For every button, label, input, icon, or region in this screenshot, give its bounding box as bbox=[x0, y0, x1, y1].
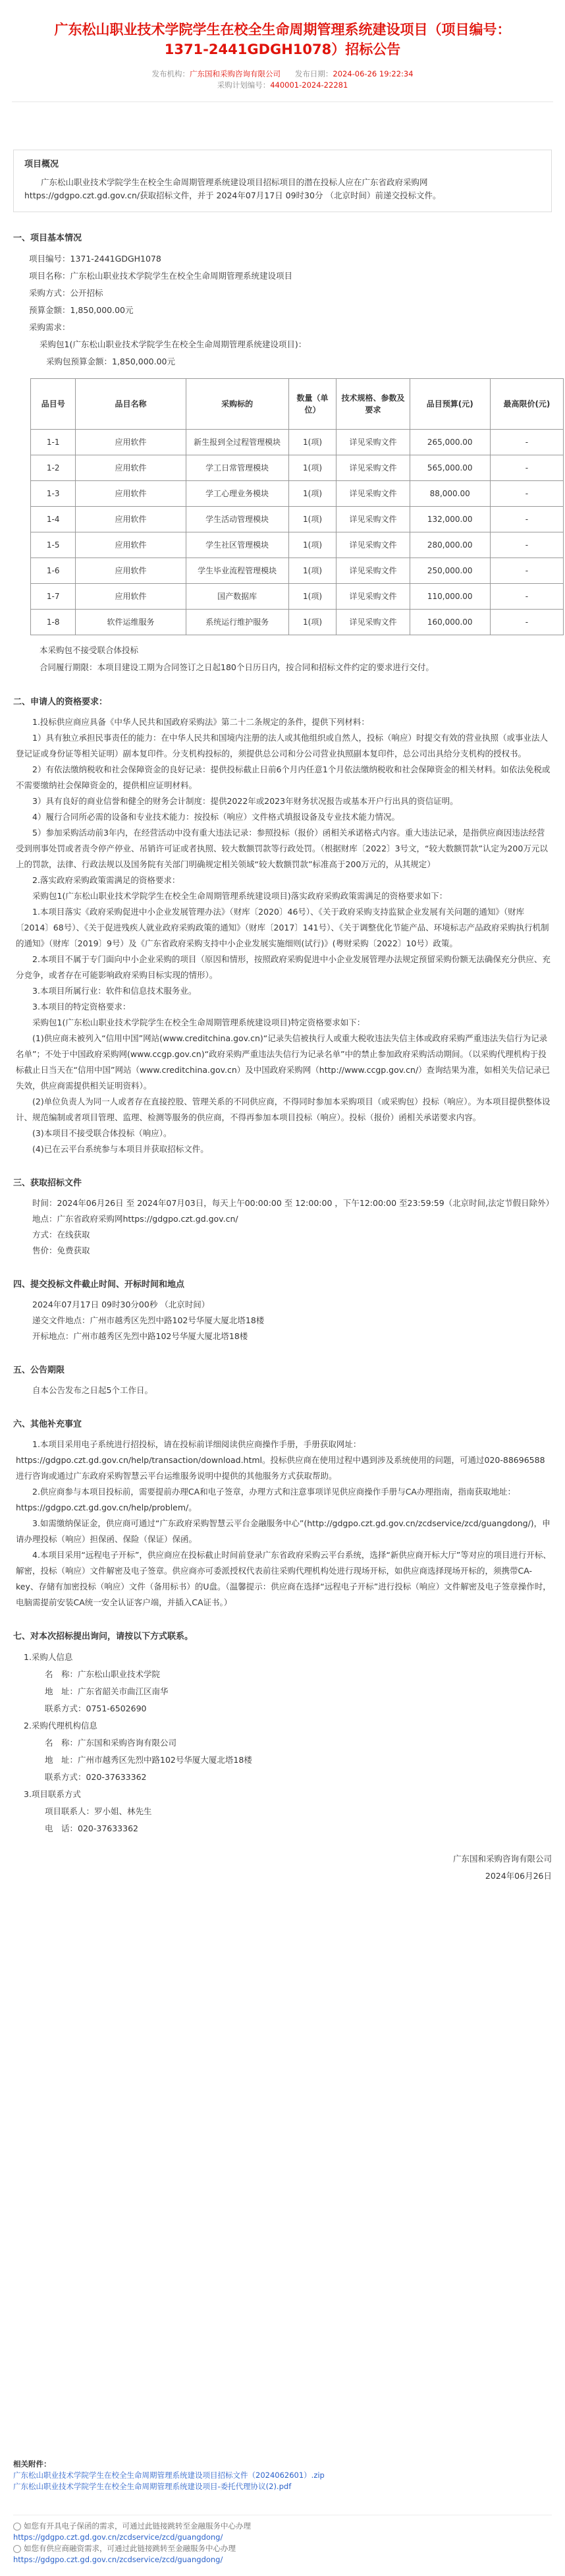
cell-name: 应用软件 bbox=[76, 481, 186, 507]
cell-max: - bbox=[490, 430, 563, 455]
section-heading: 二、申请人的资格要求： bbox=[13, 697, 108, 707]
contact-line: 地 址：广东省韶关市曲江区南华 bbox=[45, 1686, 169, 1696]
cell-no: 1-3 bbox=[31, 481, 76, 507]
contact-line: 联系方式：0751-6502690 bbox=[45, 1703, 147, 1713]
paragraph: 采购包1(广东松山职业技术学院学生在校全生命周期管理系统建设项目)落实政府采购政策需满足的资格要求如下： bbox=[32, 891, 448, 901]
col-header: 品目名称 bbox=[76, 379, 186, 430]
finance-notes bbox=[13, 2515, 552, 2565]
cell-budget: 265,000.00 bbox=[410, 430, 490, 455]
paragraph: 5）参加采购活动前3年内，在经营活动中没有重大违法记录：参照投标（报价）函相关承诺格式内容。重大违法记录，是指供应商因违法经营受到刑事处罚或者责令停产停业、吊销许可证或者执照、较大数额罚款等行政处罚。（根据财库〔2022〕3号文，“较大数额罚款”认定为200万元以上的罚款，法律、行政法规以及国务院有关部门明确规定相关领域“较大数额罚款”标准高于200万元的，从其规定） bbox=[16, 828, 548, 869]
cell-target: 新生报到全过程管理模块 bbox=[186, 430, 288, 455]
divider bbox=[12, 101, 553, 102]
project-summary bbox=[13, 150, 552, 212]
section-contact bbox=[13, 1630, 552, 1837]
summary-heading: 项目概况 bbox=[24, 159, 59, 169]
contact-line: 项目联系人：罗小姐、林先生 bbox=[45, 1806, 152, 1816]
period-body bbox=[13, 1383, 552, 1398]
cell-qty: 1(项) bbox=[288, 584, 336, 610]
date-value: 2024-06-26 19:22:34 bbox=[333, 69, 414, 78]
cell-spec: 详见采购文件 bbox=[336, 610, 410, 635]
cell-qty: 1(项) bbox=[288, 481, 336, 507]
section-basic-info bbox=[13, 232, 552, 676]
paragraph: 方式：在线获取 bbox=[32, 1230, 90, 1240]
cell-name: 软件运维服务 bbox=[76, 610, 186, 635]
table-row bbox=[31, 610, 564, 635]
package-line: 采购包1(广东松山职业技术学院学生在校全生命周期管理系统建设项目)： bbox=[40, 339, 307, 349]
attachments-label: 相关附件： bbox=[13, 2459, 51, 2469]
cell-name: 应用软件 bbox=[76, 584, 186, 610]
info-icon bbox=[13, 2545, 21, 2553]
cell-max: - bbox=[490, 558, 563, 584]
info-line: 采购需求： bbox=[29, 322, 70, 332]
paragraph: 3）具有良好的商业信誉和健全的财务会计制度：提供2022年或2023年财务状况报告或基本开户行出具的资信证明。 bbox=[32, 796, 458, 806]
contact-group-title: 3.项目联系方式 bbox=[24, 1789, 81, 1799]
contact-line: 联系方式：020-37633362 bbox=[45, 1772, 147, 1782]
cell-target: 学生毕业流程管理模块 bbox=[186, 558, 288, 584]
section-heading: 三、获取招标文件 bbox=[13, 1178, 82, 1188]
cell-max: - bbox=[490, 584, 563, 610]
items-table-body bbox=[31, 430, 564, 635]
date-label: 发布日期： bbox=[294, 69, 333, 78]
cell-no: 1-7 bbox=[31, 584, 76, 610]
cell-target: 学工心理业务模块 bbox=[186, 481, 288, 507]
info-line: 采购方式：公开招标 bbox=[29, 288, 103, 298]
contact-line: 名 称：广东国和采购咨询有限公司 bbox=[45, 1738, 177, 1748]
table-row bbox=[31, 584, 564, 610]
cell-max: - bbox=[490, 532, 563, 558]
table-row bbox=[31, 455, 564, 481]
col-header: 技术规格、参数及要求 bbox=[336, 379, 410, 430]
cell-qty: 1(项) bbox=[288, 455, 336, 481]
qualification-body bbox=[13, 714, 552, 1157]
page-title: 广东松山职业技术学院学生在校全生命周期管理系统建设项目（项目编号：1371-2441GDGH1078）招标公告 bbox=[54, 22, 511, 57]
other-body bbox=[13, 1437, 552, 1611]
cell-spec: 详见采购文件 bbox=[336, 455, 410, 481]
section-heading: 一、项目基本情况 bbox=[13, 233, 82, 243]
col-header: 最高限价(元) bbox=[490, 379, 563, 430]
paragraph: 2.落实政府采购政策需满足的资格要求： bbox=[32, 875, 180, 885]
table-row bbox=[31, 481, 564, 507]
paragraph: 采购包1(广东松山职业技术学院学生在校全生命周期管理系统建设项目)特定资格要求如下： bbox=[32, 1017, 365, 1027]
section-get-docs bbox=[13, 1177, 552, 1259]
cell-max: - bbox=[490, 610, 563, 635]
items-table bbox=[30, 378, 564, 635]
finance-link[interactable]: https://gdgpo.czt.gd.gov.cn/zcdservice/zcd/guangdong/ bbox=[13, 2533, 223, 2542]
paragraph: (3)本项目不接受联合体投标（响应）。 bbox=[32, 1128, 172, 1138]
paragraph: 地点：广东省政府采购网https://gdgpo.czt.gd.gov.cn/ bbox=[32, 1214, 238, 1224]
paragraph: 4.本项目采用“远程电子开标”，供应商应在投标截止时间前登录广东省政府采购云平台系统，选择“新供应商开标大厅”等对应的项目进行开标、解密，投标（响应）文件解密及电子签章。供应商亦可委派授权代表前往采购代理机构处进行现场开标，如供应商选择现场开标的，须携带CA-key、存储有加密投标（响应）文件（备用标书）的U盘。（温馨提示：供应商在选择“远程电子开标”进行投标（响应）文件解密及电子签章操作时，电脑需提前安装CA统一安全认证客户端，并插入CA证书。） bbox=[16, 1550, 551, 1607]
col-header: 品目预算(元) bbox=[410, 379, 490, 430]
table-header-row bbox=[31, 379, 564, 430]
contact-line: 名 称：广东松山职业技术学院 bbox=[45, 1669, 161, 1679]
paragraph: 递交文件地点：广州市越秀区先烈中路102号华厦大厦北塔18楼 bbox=[32, 1315, 265, 1325]
section-heading: 四、提交投标文件截止时间、开标时间和地点 bbox=[13, 1280, 185, 1290]
cell-name: 应用软件 bbox=[76, 558, 186, 584]
paragraph: 自本公告发布之日起5个工作日。 bbox=[32, 1385, 153, 1395]
col-header: 品目号 bbox=[31, 379, 76, 430]
section-deadline bbox=[13, 1278, 552, 1344]
cell-budget: 565,000.00 bbox=[410, 455, 490, 481]
table-row bbox=[31, 430, 564, 455]
table-row bbox=[31, 558, 564, 584]
cell-spec: 详见采购文件 bbox=[336, 507, 410, 532]
cell-spec: 详见采购文件 bbox=[336, 430, 410, 455]
cell-spec: 详见采购文件 bbox=[336, 481, 410, 507]
paragraph: 3.本项目所属行业：软件和信息技术服务业。 bbox=[32, 986, 197, 996]
info-line: 预算金额：1,850,000.00元 bbox=[29, 305, 134, 315]
cell-max: - bbox=[490, 507, 563, 532]
section-period bbox=[13, 1364, 552, 1398]
plan-label: 采购计划编号： bbox=[217, 80, 271, 90]
section-qualification bbox=[13, 696, 552, 1157]
package-budget: 采购包预算金额：1,850,000.00元 bbox=[46, 357, 175, 366]
info-line: 项目编号：1371-2441GDGH1078 bbox=[29, 254, 161, 264]
cell-target: 学工日常管理模块 bbox=[186, 455, 288, 481]
note-text: 如您有供应商融资需求，可通过此链接跳转至金融服务中心办理 bbox=[24, 2544, 236, 2553]
table-row bbox=[31, 532, 564, 558]
cell-name: 应用软件 bbox=[76, 455, 186, 481]
cell-qty: 1(项) bbox=[288, 430, 336, 455]
contact-group-title: 1.采购人信息 bbox=[24, 1652, 73, 1662]
section-heading: 六、其他补充事宜 bbox=[13, 1419, 82, 1429]
paragraph: 2024年07月17日 09时30分00秒 （北京时间） bbox=[32, 1300, 210, 1309]
cell-no: 1-1 bbox=[31, 430, 76, 455]
section-other bbox=[13, 1418, 552, 1611]
cell-target: 系统运行维护服务 bbox=[186, 610, 288, 635]
paragraph: 1.本项目落实《政府采购促进中小企业发展管理办法》（财库〔2020〕46号）、《关于政府采购支持监狱企业发展有关问题的通知》（财库〔2014〕68号）、《关于促进残疾人就业政府采购政策的通知》（财库〔2017〕141号）、《关于调整优化节能产品、环境标志产品政府采购执行机制的通知》（财库〔2019〕9号）及《广东省政府采购支持中小企业发展实施细则(试行)》(粤财采购〔2022〕10号）政策。 bbox=[16, 907, 549, 948]
cell-qty: 1(项) bbox=[288, 558, 336, 584]
attachment-link[interactable]: 广东松山职业技术学院学生在校全生命周期管理系统建设项目招标文件（2024062601）.zip bbox=[13, 2471, 325, 2480]
info-line: 合同履行期限：本项目建设工期为合同签订之日起180个日历日内，按合同和招标文件约定的要求进行交付。 bbox=[40, 662, 434, 672]
publisher-value: 广东国和采购咨询有限公司 bbox=[189, 69, 281, 78]
deadline-body bbox=[13, 1297, 552, 1344]
cell-spec: 详见采购文件 bbox=[336, 584, 410, 610]
cell-qty: 1(项) bbox=[288, 532, 336, 558]
paragraph: 2.本项目不属于专门面向中小企业采购的项目（原因和情形，按照政府采购促进中小企业发展管理办法规定预留采购份额无法确保充分供应、充分竞争，或者存在可能影响政府采购目标实现的情形）。 bbox=[16, 954, 551, 980]
paragraph: 3.如需缴纳保证金，供应商可通过“广东政府采购智慧云平台金融服务中心”(http://gdgpo.czt.gd.gov.cn/zcdservice/zcd/guangdong/)，申请办理投标（响应）担保函、保险（保证）保函。 bbox=[16, 1518, 551, 1544]
get-docs-body bbox=[13, 1195, 552, 1259]
table-row bbox=[31, 507, 564, 532]
footer bbox=[13, 2458, 552, 2565]
finance-link[interactable]: https://gdgpo.czt.gd.gov.cn/zcdservice/zcd/guangdong/ bbox=[13, 2555, 223, 2564]
cell-budget: 110,000.00 bbox=[410, 584, 490, 610]
paragraph: 1.投标供应商应具备《中华人民共和国政府采购法》第二十二条规定的条件，提供下列材料： bbox=[32, 717, 369, 727]
paragraph: 1.本项目采用电子系统进行招投标，请在投标前详细阅读供应商操作手册，手册获取网址：https://gdgpo.czt.gd.gov.cn/help/transaction/download.html。投标供应商在使用过程中遇到涉及系统使用的问题，可通过020-88696588 进行咨询或通过广东政府采购智慧云平台运维服务说明中提供的其他服务方式获取帮助。 bbox=[16, 1439, 545, 1481]
contact-line: 电 话：020-37633362 bbox=[45, 1823, 138, 1833]
cell-no: 1-6 bbox=[31, 558, 76, 584]
info-icon bbox=[13, 2523, 21, 2531]
note-text: 如您有开具电子保函的需求，可通过此链接跳转至金融服务中心办理 bbox=[24, 2521, 251, 2531]
cell-target: 国产数据库 bbox=[186, 584, 288, 610]
plan-value: 440001-2024-22281 bbox=[270, 80, 348, 90]
cell-target: 学生活动管理模块 bbox=[186, 507, 288, 532]
paragraph: 1）具有独立承担民事责任的能力：在中华人民共和国境内注册的法人或其他组织或自然人，投标（响应）时提交有效的营业执照（或事业法人登记证或身份证等相关证明）副本复印件。分支机构投标的，须提供总公司和分公司营业执照副本复印件，总公司出具给分支机构的授权书。 bbox=[16, 733, 548, 758]
cell-max: - bbox=[490, 455, 563, 481]
cell-no: 1-8 bbox=[31, 610, 76, 635]
paragraph: (1)供应商未被列入“信用中国”网站(www.creditchina.gov.cn)“记录失信被执行人或重大税收违法失信主体或政府采购严重违法失信行为记录名单”；不处于中国政府采购网(www.ccgp.gov.cn)“政府采购严重违法失信行为记录名单”中的禁止参加政府采购活动期间。（以采购代理机构于投标截止日当天在“信用中国”网站（www.creditchina.gov.cn）及中国政府采购网（http://www.ccgp.gov.cn/）查询结果为准，如相关失信记录已失效，供应商需提供相关证明资料）。 bbox=[16, 1033, 551, 1091]
info-line: 项目名称：广东松山职业技术学院学生在校全生命周期管理系统建设项目 bbox=[29, 271, 293, 281]
publish-meta bbox=[0, 69, 565, 91]
section-heading: 七、对本次招标提出询问，请按以下方式联系。 bbox=[13, 1632, 194, 1642]
signature-org: 广东国和采购咨询有限公司 bbox=[452, 1854, 552, 1864]
cell-no: 1-4 bbox=[31, 507, 76, 532]
cell-budget: 160,000.00 bbox=[410, 610, 490, 635]
paragraph: 开标地点：广州市越秀区先烈中路102号华厦大厦北塔18楼 bbox=[32, 1331, 248, 1341]
col-header: 采购标的 bbox=[186, 379, 288, 430]
paragraph: 2.供应商参与本项目投标前，需要提前办理CA和电子签章，办理方式和注意事项详见供应商操作手册与CA办理指南，指南获取地址：https://gdgpo.czt.gd.gov.cn/help/problem/。 bbox=[16, 1487, 516, 1512]
col-header: 数量（单位） bbox=[288, 379, 336, 430]
contact-line: 地 址：广州市越秀区先烈中路102号华厦大厦北塔18楼 bbox=[45, 1755, 252, 1765]
cell-budget: 88,000.00 bbox=[410, 481, 490, 507]
section-heading: 五、公告期限 bbox=[13, 1365, 65, 1375]
cell-budget: 280,000.00 bbox=[410, 532, 490, 558]
paragraph: 售价：免费获取 bbox=[32, 1245, 90, 1255]
paragraph: (2)单位负责人为同一人或者存在直接控股、管理关系的不同供应商，不得同时参加本采购项目（或采购包）投标（响应）。为本项目提供整体设计、规范编制或者项目管理、监理、检测等服务的供应商，不得再参加本项目投标（响应）。投标（报价）函相关承诺要求内容。 bbox=[16, 1097, 551, 1122]
cell-name: 应用软件 bbox=[76, 507, 186, 532]
info-line: 本采购包不接受联合体投标 bbox=[40, 645, 139, 655]
cell-max: - bbox=[490, 481, 563, 507]
summary-text: 广东松山职业技术学院学生在校全生命周期管理系统建设项目招标项目的潜在投标人应在广东省政府采购网https://gdgpo.czt.gd.gov.cn/获取招标文件，并于 2024年07月17日 09时30分 （北京时间）前递交投标文件。 bbox=[24, 177, 441, 200]
cell-qty: 1(项) bbox=[288, 507, 336, 532]
paragraph: 4）履行合同所必需的设备和专业技术能力：按投标（响应）文件格式填报设备及专业技术能力情况。 bbox=[32, 812, 400, 822]
cell-spec: 详见采购文件 bbox=[336, 558, 410, 584]
paragraph: 时间：2024年06月26日 至 2024年07月03日，每天上午00:00:00 至 12:00:00 ，下午12:00:00 至23:59:59（北京时间,法定节假日除外） bbox=[32, 1198, 554, 1208]
cell-name: 应用软件 bbox=[76, 532, 186, 558]
cell-target: 学生社区管理模块 bbox=[186, 532, 288, 558]
cell-spec: 详见采购文件 bbox=[336, 532, 410, 558]
publisher-label: 发布机构： bbox=[151, 69, 190, 78]
contact-group-title: 2.采购代理机构信息 bbox=[24, 1721, 97, 1731]
paragraph: 2）有依法缴纳税收和社会保障资金的良好记录：提供投标截止日前6个月内任意1个月依法缴纳税收和社会保障资金的相关材料。如依法免税或不需要缴纳社会保障资金的，提供相应证明材料。 bbox=[16, 764, 551, 790]
signature-date: 2024年06月26日 bbox=[485, 1871, 552, 1881]
cell-no: 1-2 bbox=[31, 455, 76, 481]
cell-qty: 1(项) bbox=[288, 610, 336, 635]
paragraph: 3.本项目的特定资格要求： bbox=[32, 1002, 131, 1012]
attachment-link[interactable]: 广东松山职业技术学院学生在校全生命周期管理系统建设项目-委托代理协议(2).pdf bbox=[13, 2482, 292, 2491]
cell-no: 1-5 bbox=[31, 532, 76, 558]
paragraph: (4)已在云平台系统参与本项目并获取招标文件。 bbox=[32, 1144, 209, 1154]
cell-budget: 132,000.00 bbox=[410, 507, 490, 532]
cell-name: 应用软件 bbox=[76, 430, 186, 455]
cell-budget: 250,000.00 bbox=[410, 558, 490, 584]
